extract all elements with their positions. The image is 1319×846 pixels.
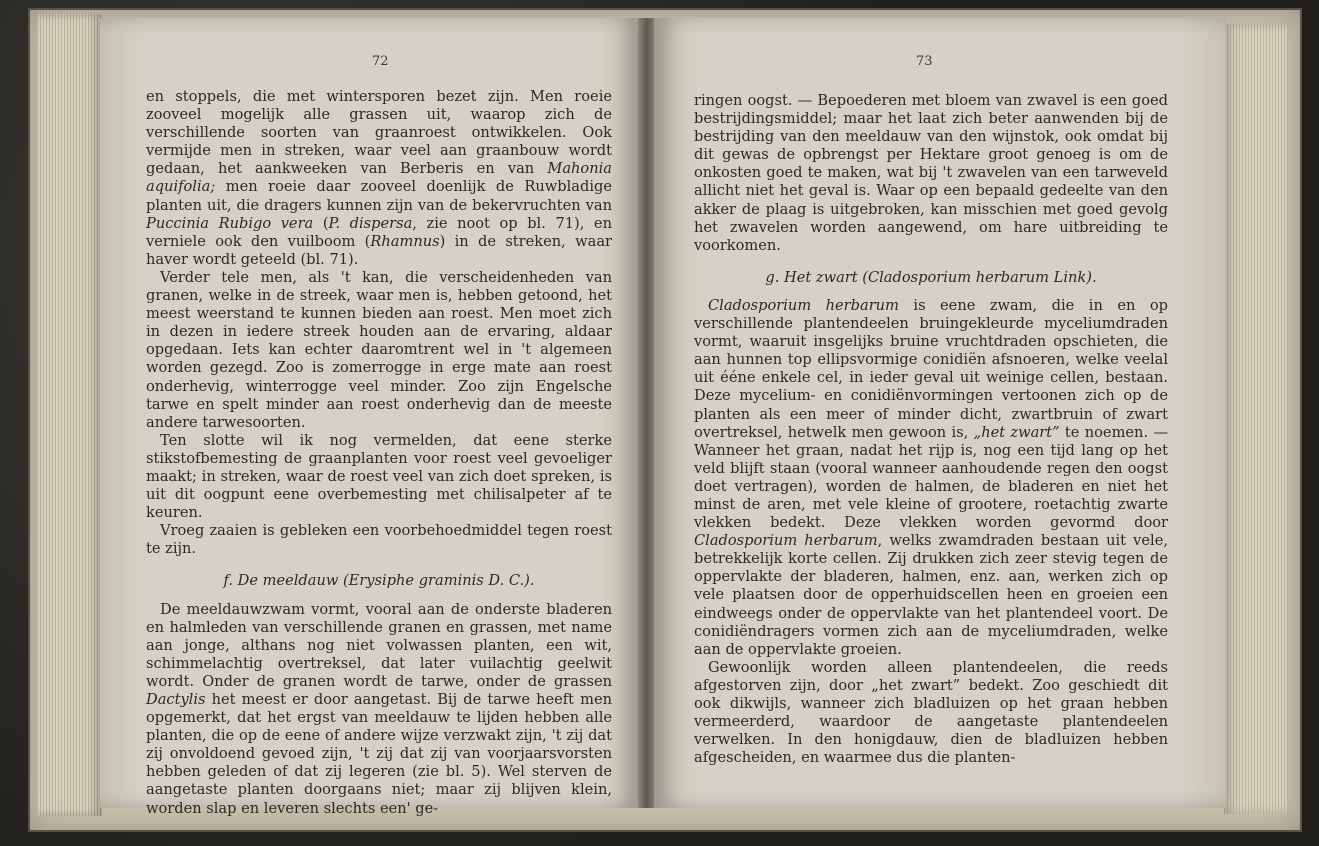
paragraph: Vroeg zaaien is gebleken een voorbehoedmiddel tegen roest te zijn. xyxy=(146,522,612,558)
paragraph: Gewoonlijk worden alleen plantendeelen, die reeds afgestorven zijn, door „het zwart” bedekt. Zoo geschiedt dit ook dikwijls, wanneer zich bladluizen op het graan hebben vermeerderd, waardoor de aangetaste plantendeelen verwelken. In den honigdauw, dien de bladluizen hebben afgescheiden, en waarmee dus die planten- xyxy=(694,658,1168,767)
italic-term: P. dispersa xyxy=(328,214,413,232)
text-run: De meeldauwzwam vormt, vooral aan de onderste bladeren en halmleden van verschillende granen en grassen, met name aan jonge, althans nog niet volwassen planten, een wit, schimmelachtig overtreksel, dat later vuilachtig geelwit wordt. Onder de granen wordt de tarwe, onder de grassen xyxy=(146,600,612,690)
page-number-left: 72 xyxy=(372,54,389,69)
italic-term: Cladosporium herbarum xyxy=(694,532,878,550)
text-run: het meest er door aangetast. Bij de tarwe heeft men opgemerkt, dat het ergst van meeldauw te lijden hebben alle planten, die op de eene of andere wijze verzwakt zijn, 't zij dat zij onvoldoend gevoed zijn, 't zij dat zij van voorjaarsvorsten hebben geleden of dat zij legeren (zie bl. 5). Wel sterven de aangetaste planten doorgaans niet; maar zij blijven klein, worden slap en leveren slechts een' ge- xyxy=(146,691,612,817)
italic-term: Dactylis xyxy=(146,691,206,708)
paragraph: Ten slotte wil ik nog vermelden, dat eene sterke stikstofbemesting de graanplanten voor roest veel gevoeliger maakt; in streken, waar de roest veel van zich doet spreken, is uit dit oogpunt eene overbemesting met chilisalpeter af te keuren. xyxy=(146,431,612,522)
page-edges-right xyxy=(1224,24,1288,814)
paragraph: ringen oogst. — Bepoederen met bloem van zwavel is een goed bestrijdingsmiddel; maar het laat zich beter aanwenden bij de bestrijding van den meeldauw van den wijnstok, ook omdat bij dit gewas de opbrengst per Hektare groot genoeg is om de onkosten goed te maken, wat bij 't zwavelen van een tarweveld allicht niet het geval is. Waar op een bepaald gedeelte van den akker de plaag is uitgebroken, kan misschien met goed gevolg het zwavelen worden aangewend, om hare uitbreiding te voorkomen. xyxy=(694,92,1168,254)
paragraph xyxy=(146,88,612,269)
text-run: te noemen. — Wanneer het graan, nadat het rijp is, nog een tijd lang op het veld blijft staan (vooral wanneer aanhoudende regen den oogst doet vertragen), worden de halmen, de bladeren en niet het minst de aren, met vele kleine of grootere, roetachtig zwarte vlekken bedekt. Deze vlekken worden gevormd door xyxy=(694,423,1168,532)
paragraph xyxy=(694,297,1168,659)
italic-term: Cladosporium herbarum xyxy=(708,296,899,314)
right-page-text xyxy=(694,92,1168,767)
text-run: en stoppels, die met wintersporen bezet zijn. Men roeie zooveel mogelijk alle grassen uit, waarop zich de verschillende soorten van graanroest ontwikkelen. Ook vermijde men in streken, waar veel aan graanbouw wordt gedaan, het aankweeken van Berberis en van xyxy=(146,88,612,178)
left-page-text xyxy=(146,88,612,818)
text-run: men roeie daar zooveel doenlijk de Ruwbladige planten uit, die dragers kunnen zijn van de bekervruchten van xyxy=(146,178,612,214)
text-run: , zie noot op bl. 71), en verniele ook den vuilboom ( xyxy=(146,214,612,250)
section-heading-f: f. De meeldauw (Erysiphe graminis D. C.). xyxy=(223,572,535,590)
page-number-right: 73 xyxy=(916,54,933,69)
text-run: ) in de streken, waar haver wordt geteeld (bl. 71). xyxy=(146,232,612,268)
section-heading-g: g. Het zwart (Cladosporium herbarum Link). xyxy=(765,268,1097,286)
italic-term: „het zwart” xyxy=(973,423,1060,441)
italic-term: Rhamnus xyxy=(370,232,440,250)
page-edges-left xyxy=(38,14,102,816)
left-page xyxy=(100,18,640,817)
right-page xyxy=(654,18,1226,808)
text-run: ( xyxy=(313,214,329,232)
paragraph: Verder tele men, als 't kan, die verscheidenheden van granen, welke in de streek, waar men is, hebben getoond, het meest weerstand te kunnen bieden aan roest. Men moet zich in dezen in iedere streek houden aan de ervaring, aldaar opgedaan. Iets kan echter daaromtrent wel in 't algemeen worden gezegd. Zoo is zomerrogge in erge mate aan roest onderhevig, winterrogge veel minder. Zoo zijn Engelsche tarwe en spelt minder aan roest onderhevig dan de meeste andere tarwesoorten. xyxy=(146,268,612,431)
paragraph xyxy=(146,601,612,818)
italic-term: Puccinia Rubigo vera xyxy=(146,214,314,232)
text-run: is eene zwam, die in en op verschillende plantendeelen bruingekleurde myceliumdraden vormt, waaruit insgelijks bruine vruchtdraden opschieten, die aan hunnen top ellipsvormige conidiën afsnoeren, welke veelal uit ééne enkele cel, in ieder geval uit weinige cellen, bestaan. Deze mycelium- en conidiënvormingen vertoonen zich op de planten als een meer of minder dicht, zwartbruin of zwart overtreksel, hetwelk men gewoon is, xyxy=(694,296,1168,441)
text-run: , welks zwamdraden bestaan uit vele, betrekkelijk korte cellen. Zij drukken zich zeer stevig tegen de oppervlakte der bladeren, halmen, enz. aan, werken zich op vele plaatsen door de opperhuidscellen heen en groeien een eindweegs onder de oppervlakte van het plantendeel voort. De conidiëndragers vormen zich aan de myceliumdraden, welke aan de oppervlakte groeien. xyxy=(694,532,1168,658)
italic-term: Mahonia aquifolia; xyxy=(146,160,612,196)
